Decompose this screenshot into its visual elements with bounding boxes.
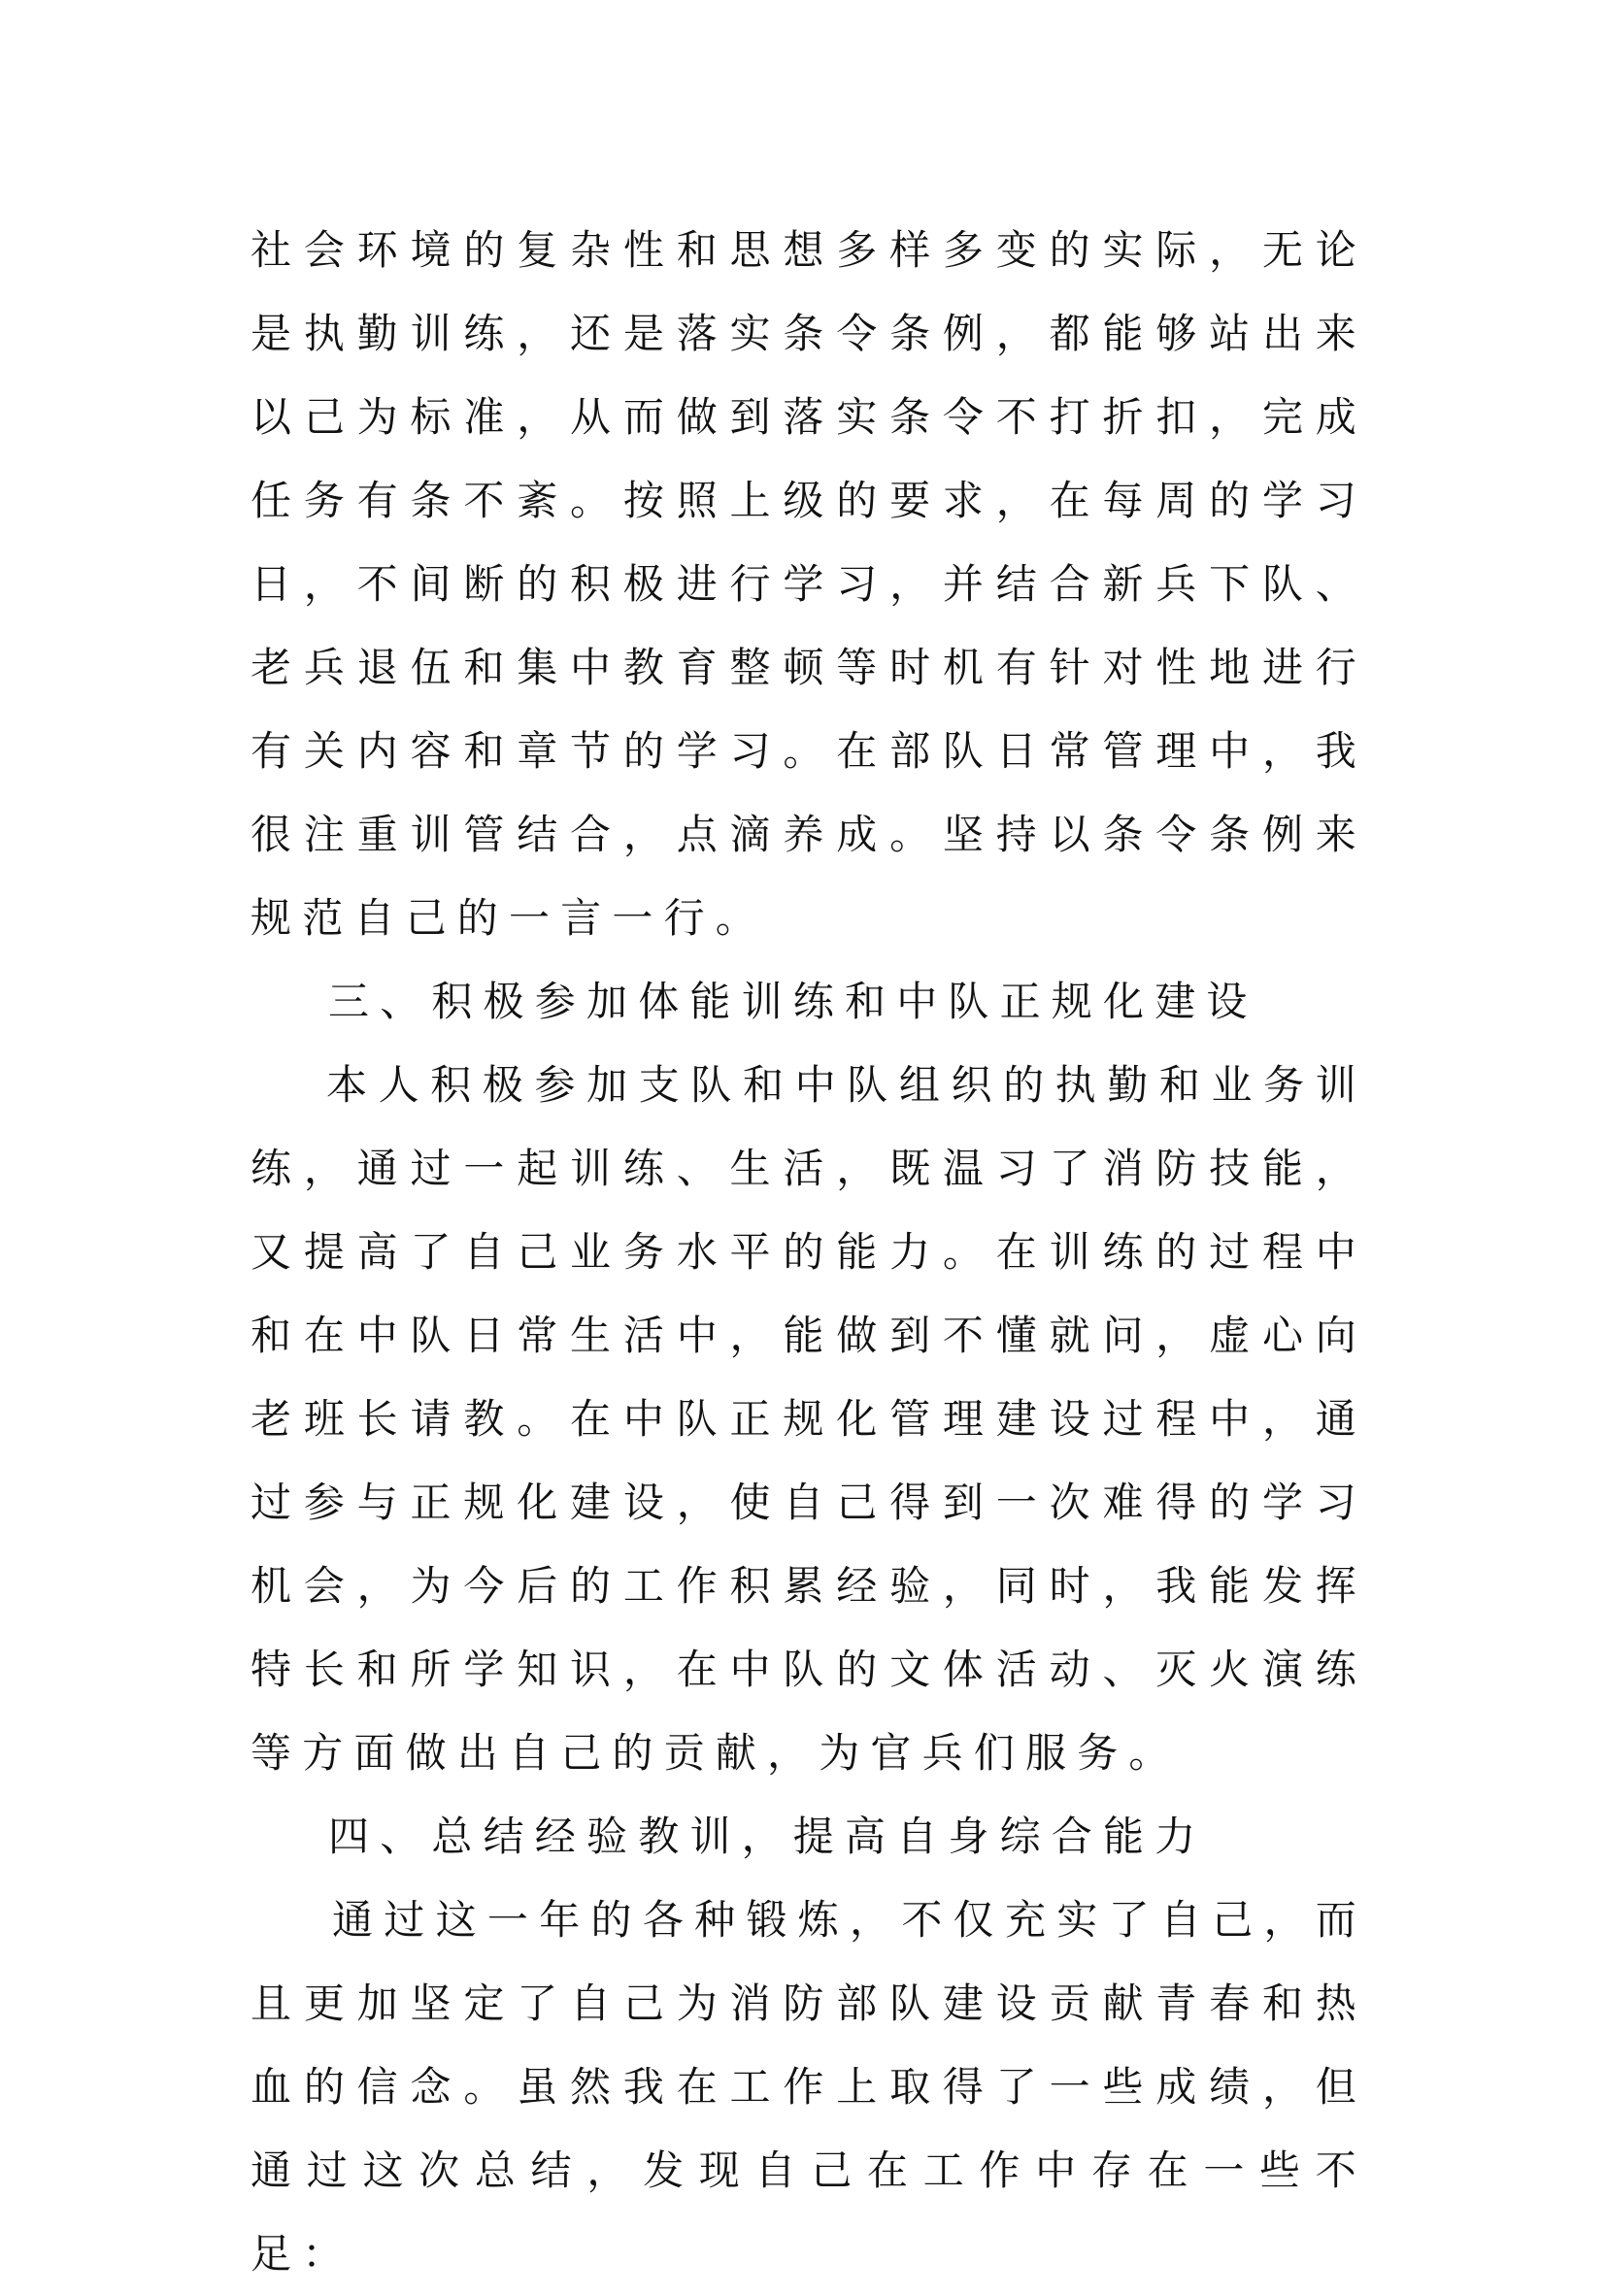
section-heading-four: 四、总结经验教训，提高自身综合能力 bbox=[328, 1813, 1207, 1860]
section-heading-three: 三、积极参加体能训练和中队正规化建设 bbox=[328, 978, 1258, 1025]
document-body bbox=[251, 209, 1367, 2296]
paragraph-section-four: 通过这一年的各种锻炼，不仅充实了自己，而且更加坚定了自己为消防部队建设贡献青春和热血的信念。虽然我在工作上取得了一些成绩，但通过这次总结，发现自己在工作中存在一些不足： bbox=[251, 1896, 1367, 2278]
paragraph-continuation: 社会环境的复杂性和思想多样多变的实际，无论是执勤训练，还是落实条令条例，都能够站出来以己为标准，从而做到落实条令不打折扣，完成任务有条不紊。按照上级的要求，在每周的学习日，不间断的积极进行学习，并结合新兵下队、老兵退伍和集中教育整顿等时机有针对性地进行有关内容和章节的学习。在部队日常管理中，我很注重训管结合，点滴养成。坚持以条令条例来规范自己的一言一行。 bbox=[251, 226, 1367, 942]
paragraph-section-three: 本人积极参加支队和中队组织的执勤和业务训练，通过一起训练、生活，既温习了消防技能，又提高了自己业务水平的能力。在训练的过程中和在中队日常生活中，能做到不懂就问，虚心向老班长请教。在中队正规化管理建设过程中，通过参与正规化建设，使自己得到一次难得的学习机会，为今后的工作积累经验，同时，我能发挥特长和所学知识，在中队的文体活动、灭火演练等方面做出自己的贡献，为官兵们服务。 bbox=[251, 1061, 1367, 1777]
